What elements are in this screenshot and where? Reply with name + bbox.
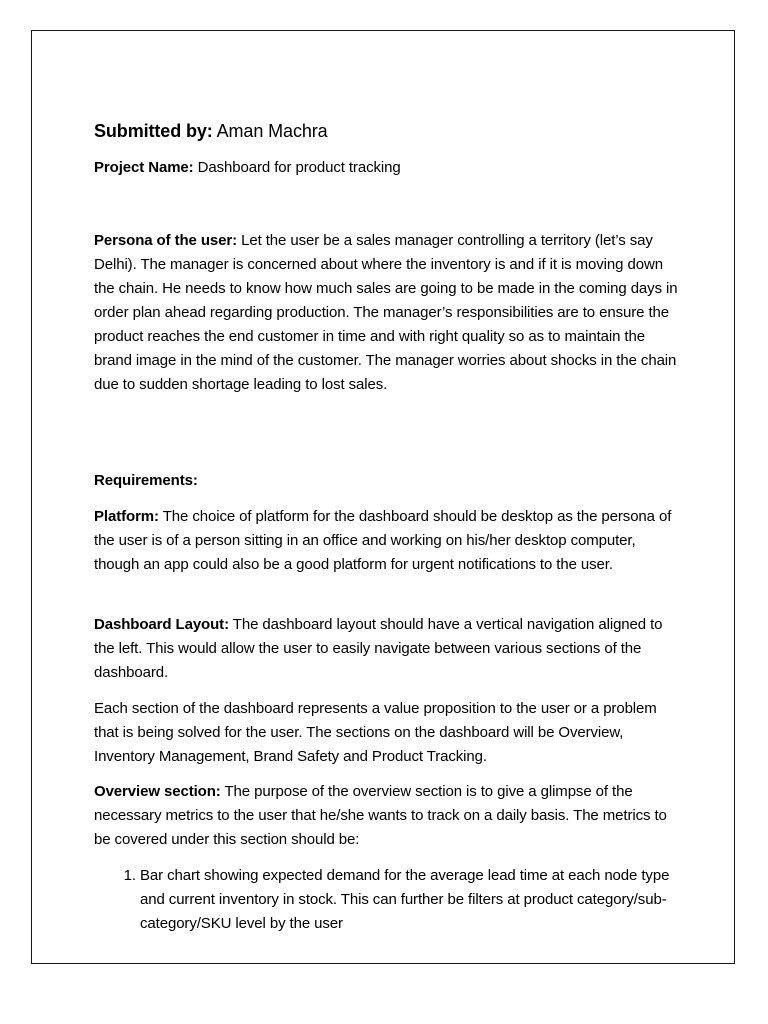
project-name-label: Project Name:	[94, 159, 194, 176]
platform-text: The choice of platform for the dashboard should be desktop as the persona of the user is of a person sitting in an office and working on his/her desktop computer, though an app could also be a good platform for urgent notifications to the user.	[94, 508, 672, 573]
requirements-heading-text: Requirements:	[94, 472, 198, 489]
metrics-list	[94, 864, 684, 936]
sections-text: Each section of the dashboard represents a value proposition to the user or a problem that is being solved for the user. The sections on the dashboard will be Overview, Inventory Management, Brand Safety and Product Tracking.	[94, 700, 657, 765]
sections-paragraph	[94, 697, 684, 769]
submitted-by-line	[94, 118, 328, 144]
dashboard-layout-paragraph	[94, 613, 684, 685]
persona-paragraph	[94, 229, 684, 397]
submitted-by-value: Aman Machra	[212, 121, 328, 141]
overview-text: The purpose of the overview section is to give a glimpse of the necessary metrics to the user that he/she wants to track on a daily basis. The metrics to be covered under this section should be:	[94, 783, 667, 848]
overview-label: Overview section:	[94, 783, 221, 800]
project-name-value: Dashboard for product tracking	[193, 159, 401, 176]
project-name-line	[94, 156, 401, 180]
persona-text: Let the user be a sales manager controlling a territory (let’s say Delhi). The manager is concerned about where the inventory is and if it is moving down the chain. He needs to know how much sales are going to be made in the coming days in order plan ahead regarding production. The manager’s responsibilities are to ensure the product reaches the end customer in time and with right quality so as to maintain the brand image in the mind of the customer. The manager worries about shocks in the chain due to sudden shortage leading to lost sales.	[94, 232, 678, 393]
requirements-heading	[94, 469, 198, 493]
dashboard-layout-text: The dashboard layout should have a vertical navigation aligned to the left. This would allow the user to easily navigate between various sections of the dashboard.	[94, 616, 663, 681]
submitted-by-label: Submitted by:	[94, 121, 213, 141]
list-item: 1. Bar chart showing expected demand for the average lead time at each node type and current inventory in stock. This can further be filters at product category/sub-category/SKU level by the user	[140, 864, 684, 936]
dashboard-layout-label: Dashboard Layout:	[94, 616, 229, 633]
platform-paragraph	[94, 505, 684, 577]
platform-label: Platform:	[94, 508, 159, 525]
document-page	[31, 30, 735, 964]
persona-label: Persona of the user:	[94, 232, 238, 249]
overview-paragraph	[94, 780, 684, 852]
